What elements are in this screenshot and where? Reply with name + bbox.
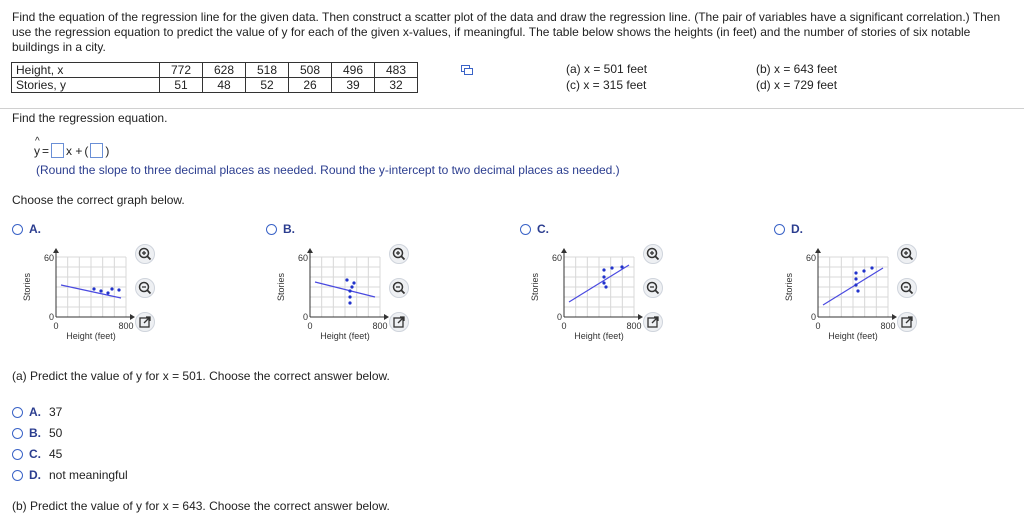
answer-option-b[interactable] bbox=[12, 426, 62, 440]
data-point bbox=[610, 266, 613, 269]
data-point bbox=[110, 287, 113, 290]
answer-option-d[interactable] bbox=[12, 468, 128, 482]
data-point bbox=[870, 266, 873, 269]
data-point bbox=[350, 285, 353, 288]
y-tick-label: 0 bbox=[556, 312, 562, 322]
data-point bbox=[602, 275, 605, 278]
answer-letter: A. bbox=[29, 405, 41, 419]
zoom-in-icon[interactable] bbox=[643, 244, 663, 264]
data-point bbox=[348, 289, 351, 292]
data-point bbox=[352, 281, 355, 284]
y-tick-label: 60 bbox=[297, 253, 308, 263]
x-tick-label: 800 bbox=[118, 321, 134, 331]
radio-button[interactable] bbox=[12, 428, 23, 439]
graph-option-d[interactable] bbox=[774, 222, 803, 236]
option-letter: B. bbox=[283, 222, 295, 236]
problem-statement: Find the equation of the regression line for the given data. Then construct a scatter plot of the data and draw the regression line. (The pair of variables have a significant correlation.) Then use the regression equation to predict the value of y for each of the given x-values, if meaningful. The table below shows the heights (in feet) and the number of stories of six notable buildings in a city. bbox=[12, 10, 1001, 54]
divider bbox=[0, 108, 1024, 109]
data-point bbox=[602, 281, 605, 284]
external-link-icon[interactable] bbox=[135, 312, 155, 332]
answer-text: 50 bbox=[49, 426, 63, 440]
data-point bbox=[348, 295, 351, 298]
radio-button[interactable] bbox=[12, 224, 23, 235]
graph-option-a[interactable] bbox=[12, 222, 41, 236]
data-table bbox=[11, 62, 418, 93]
x-tick-label: 800 bbox=[880, 321, 896, 331]
graph-option-c[interactable] bbox=[520, 222, 549, 236]
stories-cell: 52 bbox=[246, 78, 289, 93]
slope-input[interactable] bbox=[51, 143, 64, 158]
zoom-out-icon[interactable] bbox=[135, 278, 155, 298]
scatter-plot bbox=[520, 242, 650, 352]
radio-button[interactable] bbox=[774, 224, 785, 235]
zoom-in-icon[interactable] bbox=[135, 244, 155, 264]
answer-letter: D. bbox=[29, 468, 41, 482]
stories-cell: 51 bbox=[160, 78, 203, 93]
external-link-icon[interactable] bbox=[897, 312, 917, 332]
data-point bbox=[856, 289, 859, 292]
x-axis-label: Height (feet) bbox=[828, 331, 878, 341]
answer-text: 37 bbox=[49, 405, 63, 419]
y-axis-label: Stories bbox=[530, 272, 540, 302]
radio-button[interactable] bbox=[12, 449, 23, 460]
zoom-in-icon[interactable] bbox=[389, 244, 409, 264]
data-point bbox=[117, 288, 120, 291]
data-point bbox=[854, 283, 857, 286]
data-point bbox=[345, 278, 348, 281]
radio-button[interactable] bbox=[12, 407, 23, 418]
stories-cell: 26 bbox=[289, 78, 332, 93]
radio-button[interactable] bbox=[12, 470, 23, 481]
x-tick-label: 0 bbox=[307, 321, 313, 331]
choose-graph-label: Choose the correct graph below. bbox=[12, 193, 185, 207]
scatter-plot bbox=[12, 242, 142, 352]
x-tick-label: 0 bbox=[53, 321, 59, 331]
stories-cell: 48 bbox=[203, 78, 246, 93]
data-point bbox=[862, 269, 865, 272]
option-letter: D. bbox=[791, 222, 803, 236]
row-label-stories: Stories, y bbox=[12, 78, 160, 93]
zoom-out-icon[interactable] bbox=[897, 278, 917, 298]
data-point bbox=[106, 291, 109, 294]
zoom-out-icon[interactable] bbox=[643, 278, 663, 298]
rounding-note: (Round the slope to three decimal places as needed. Round the y-intercept to two decimal places as needed.) bbox=[36, 163, 620, 177]
given-x-c: (c) x = 315 feet bbox=[566, 78, 647, 92]
data-point bbox=[602, 268, 605, 271]
x-axis-label: Height (feet) bbox=[66, 331, 116, 341]
zoom-out-icon[interactable] bbox=[389, 278, 409, 298]
intercept-input[interactable] bbox=[90, 143, 103, 158]
zoom-in-icon[interactable] bbox=[897, 244, 917, 264]
answer-text: not meaningful bbox=[49, 468, 128, 482]
copy-table-icon[interactable] bbox=[461, 65, 473, 75]
part-a-question: (a) Predict the value of y for x = 501. Choose the correct answer below. bbox=[12, 369, 390, 383]
data-point bbox=[92, 287, 95, 290]
y-tick-label: 60 bbox=[805, 253, 816, 263]
data-point bbox=[604, 285, 607, 288]
radio-button[interactable] bbox=[520, 224, 531, 235]
y-tick-label: 0 bbox=[302, 312, 308, 322]
stories-cell: 32 bbox=[375, 78, 418, 93]
y-tick-label: 60 bbox=[551, 253, 562, 263]
answer-text: 45 bbox=[49, 447, 63, 461]
y-tick-label: 60 bbox=[43, 253, 54, 263]
table-row-stories bbox=[12, 78, 418, 93]
data-point bbox=[348, 301, 351, 304]
x-tick-label: 0 bbox=[561, 321, 567, 331]
find-equation-label: Find the regression equation. bbox=[12, 111, 168, 125]
given-x-a: (a) x = 501 feet bbox=[566, 62, 648, 76]
option-letter: C. bbox=[537, 222, 549, 236]
x-tick-label: 800 bbox=[372, 321, 388, 331]
external-link-icon[interactable] bbox=[389, 312, 409, 332]
answer-option-c[interactable] bbox=[12, 447, 62, 461]
scatter-plot bbox=[774, 242, 904, 352]
x-tick-label: 0 bbox=[815, 321, 821, 331]
option-letter: A. bbox=[29, 222, 41, 236]
table-row-height bbox=[12, 63, 418, 78]
scatter-plot bbox=[266, 242, 396, 352]
given-x-b: (b) x = 643 feet bbox=[756, 62, 838, 76]
x-axis-label: Height (feet) bbox=[574, 331, 624, 341]
data-point bbox=[620, 265, 623, 268]
part-b-question: (b) Predict the value of y for x = 643. Choose the correct answer below. bbox=[12, 499, 390, 513]
y-tick-label: 0 bbox=[48, 312, 54, 322]
row-label-height: Height, x bbox=[12, 63, 160, 78]
data-point bbox=[854, 271, 857, 274]
open-paren: ( bbox=[84, 143, 89, 158]
height-cell: 772 bbox=[160, 63, 203, 78]
graph-option-b[interactable] bbox=[266, 222, 295, 236]
height-cell: 496 bbox=[332, 63, 375, 78]
y-hat: ^ y bbox=[34, 135, 40, 158]
y-axis-label: Stories bbox=[22, 272, 32, 302]
height-cell: 518 bbox=[246, 63, 289, 78]
answer-letter: C. bbox=[29, 447, 41, 461]
data-point bbox=[99, 289, 102, 292]
external-link-icon[interactable] bbox=[643, 312, 663, 332]
regression-equation bbox=[34, 135, 110, 158]
radio-button[interactable] bbox=[266, 224, 277, 235]
given-x-d: (d) x = 729 feet bbox=[756, 78, 838, 92]
height-cell: 628 bbox=[203, 63, 246, 78]
close-paren: ) bbox=[105, 143, 110, 158]
answer-letter: B. bbox=[29, 426, 41, 440]
y-axis-label: Stories bbox=[276, 272, 286, 302]
x-plus: x + bbox=[66, 143, 83, 158]
equals-sign: = bbox=[42, 143, 50, 158]
x-tick-label: 800 bbox=[626, 321, 642, 331]
stories-cell: 39 bbox=[332, 78, 375, 93]
y-tick-label: 0 bbox=[810, 312, 816, 322]
data-point bbox=[854, 277, 857, 280]
y-axis-label: Stories bbox=[784, 272, 794, 302]
height-cell: 483 bbox=[375, 63, 418, 78]
answer-option-a[interactable] bbox=[12, 405, 62, 419]
height-cell: 508 bbox=[289, 63, 332, 78]
x-axis-label: Height (feet) bbox=[320, 331, 370, 341]
